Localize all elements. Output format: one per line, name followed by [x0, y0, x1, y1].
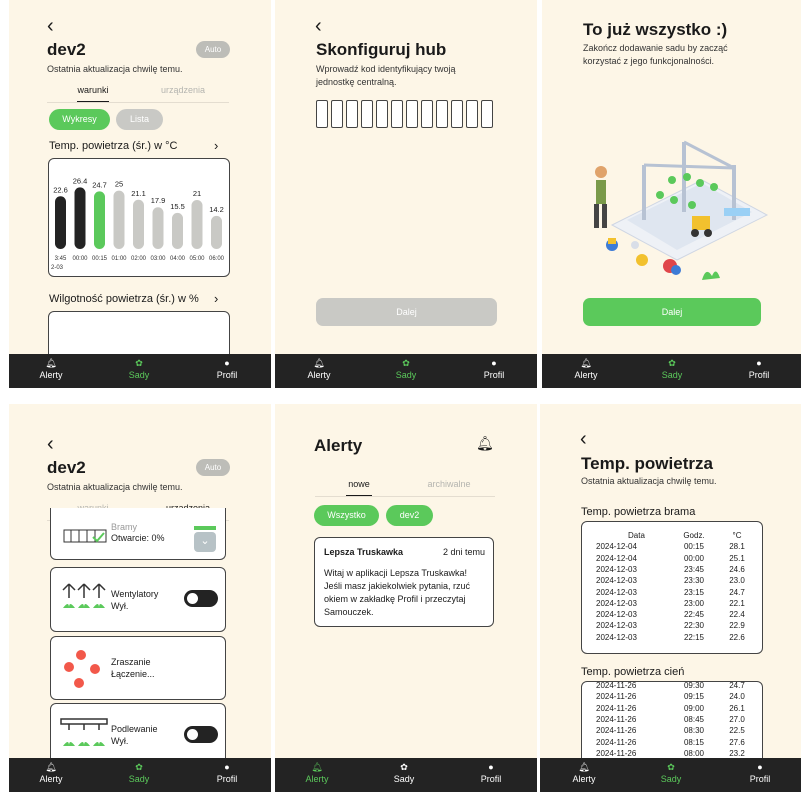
sprinkling-status: Łączenie... [111, 669, 155, 679]
table-cell: 2024-11-26 [596, 737, 637, 747]
nav-orchards-label: Sady [128, 774, 150, 784]
person-icon: ● [224, 358, 230, 368]
tabs [47, 83, 229, 103]
table-cell: 2024-11-26 [596, 703, 637, 713]
table-cell: 27.0 [729, 714, 745, 724]
table1-title: Temp. powietrza brama [581, 506, 696, 518]
temp-tick-label: 01:00 [111, 256, 127, 262]
nav-alerts-label: Alerty [307, 370, 331, 380]
temp-tick-label: 2-03 [51, 265, 64, 271]
screen-alerts [275, 404, 537, 792]
table-cell: 22:30 [683, 621, 705, 631]
temp-tick-label: 06:00 [208, 256, 225, 262]
code-digit-box[interactable] [466, 100, 478, 128]
code-digit-box[interactable] [376, 100, 388, 128]
code-digit-box[interactable] [331, 100, 343, 128]
temp-bar-label: 22.6 [53, 185, 68, 195]
table-cell: 22.4 [729, 610, 745, 620]
page-title: To już wszystko :) [583, 20, 728, 39]
nav-profile-label: Profil [216, 370, 238, 380]
bell-icon[interactable]: 🔔︎ [476, 435, 494, 451]
screen-conditions-charts [9, 0, 271, 388]
temp-tick-label: 3:45 [54, 256, 67, 262]
temp-bar [153, 207, 164, 249]
nav-alerts[interactable] [287, 762, 347, 784]
code-digit-box[interactable] [421, 100, 433, 128]
table-cell: 2024-12-04 [596, 553, 637, 563]
table-cell: 22.6 [729, 632, 745, 642]
page-title: Temp. powietrza [581, 454, 713, 473]
fans-name: Wentylatory [111, 589, 159, 599]
table-cell: 09:15 [683, 692, 705, 702]
bottom-nav [9, 758, 271, 792]
table-header-cell: Godz. [683, 531, 705, 540]
device-row-sprinkling[interactable] [50, 636, 226, 700]
person-icon: ● [756, 358, 762, 368]
nav-profile-label: Profil [483, 370, 505, 380]
page-title: dev2 [47, 458, 86, 477]
table-cell: 09:00 [683, 703, 705, 713]
tab-conditions[interactable]: warunki [77, 83, 109, 103]
nav-profile[interactable] [730, 762, 790, 784]
temp-bar [172, 213, 183, 249]
nav-profile[interactable] [197, 762, 257, 784]
fans-status: Wył. [111, 601, 129, 611]
temp-bar-label: 21 [192, 189, 202, 198]
alert-line: Jeśli masz jakiekolwiek pytania, rzuć [324, 581, 471, 591]
tab-archived[interactable]: archiwalne [427, 479, 471, 489]
screen-setup-complete [542, 0, 801, 388]
code-digit-box[interactable] [361, 100, 373, 128]
temp-tick-label: 00:00 [72, 256, 88, 262]
tab-devices[interactable]: urządzenia [160, 85, 206, 95]
nav-orchards[interactable] [109, 358, 169, 380]
alert-line: Samouczek. [324, 607, 374, 617]
sprout-icon: ✿ [668, 358, 676, 368]
nav-alerts[interactable] [289, 358, 349, 380]
code-digit-box[interactable] [436, 100, 448, 128]
nav-profile-label: Profil [216, 774, 238, 784]
next-button[interactable]: Dalej [316, 298, 497, 326]
nav-orchards-label: Sady [128, 370, 150, 380]
last-update-text: Ostatnia aktualizacja chwilę temu. [581, 476, 717, 486]
temp-bar [192, 200, 203, 249]
temp-bar-label: 15.5 [170, 201, 185, 211]
filter-all-pill[interactable]: Wszystko [314, 505, 379, 526]
table-cell: 22:15 [683, 632, 705, 642]
temp-bar [133, 200, 144, 249]
nav-orchards[interactable] [109, 762, 169, 784]
table-cell: 24.0 [729, 692, 745, 702]
page-title: Alerty [314, 436, 363, 455]
alert-line: Witaj w aplikacji Lepsza Truskawka! [324, 568, 468, 578]
code-digit-box[interactable] [316, 100, 328, 128]
bell-icon: 🔔︎ [578, 762, 590, 772]
description-line1: Wprowadź kod identyfikujący twoją [316, 64, 456, 74]
table-cell: 22:45 [683, 610, 705, 620]
code-digit-box[interactable] [406, 100, 418, 128]
table-cell: 2024-12-03 [596, 598, 637, 608]
table-cell: 26.1 [729, 703, 745, 713]
description-line2: korzystać z jego funkcjonalności. [583, 56, 715, 66]
table-cell: 08:45 [683, 714, 705, 724]
nav-alerts-label: Alerty [39, 370, 63, 380]
nav-orchards[interactable] [374, 762, 434, 784]
table-cell: 24.7 [729, 681, 745, 690]
table-cell: 27.6 [729, 737, 745, 747]
table-cell: 23:00 [683, 598, 705, 608]
tabs [315, 477, 495, 497]
gate-icon [63, 528, 107, 544]
chart2-title: Wilgotność powietrza (śr.) w % [49, 293, 199, 305]
screen-temperature-list [540, 404, 801, 792]
bell-icon: 🔔︎ [580, 358, 592, 368]
table-cell: 2024-11-26 [596, 681, 637, 690]
table-cell: 08:30 [683, 726, 705, 736]
table-cell: 2024-12-04 [596, 542, 637, 552]
device-row-fans[interactable] [50, 567, 226, 632]
table-cell: 2024-12-03 [596, 621, 637, 631]
nav-profile[interactable] [729, 358, 789, 380]
table-header-cell: °C [732, 531, 742, 540]
nav-orchards-label: Sady [395, 370, 417, 380]
alert-time: 2 dni temu [442, 547, 485, 557]
person-icon: ● [488, 762, 494, 772]
temperature-chart-card[interactable] [48, 158, 230, 277]
watering-status: Wył. [111, 736, 129, 746]
chevron-down-icon[interactable]: ⌄ [194, 532, 216, 552]
nav-alerts[interactable] [21, 762, 81, 784]
temp-bar-label: 26.4 [72, 176, 88, 186]
table-cell: 2024-11-26 [596, 714, 637, 724]
bell-icon: 🔔︎ [45, 358, 57, 368]
description-line1: Zakończ dodawanie sadu by zacząć [583, 43, 728, 53]
temp-bar [94, 191, 105, 249]
chart1-title: Temp. powietrza (śr.) w °C [49, 140, 178, 152]
table-cell: 2024-12-03 [596, 610, 637, 620]
nav-alerts[interactable] [21, 358, 81, 380]
nav-alerts-label: Alerty [574, 370, 598, 380]
temp-tick-label: 04:00 [169, 256, 186, 262]
back-arrow-icon[interactable]: ‹ [580, 428, 587, 450]
page-title: Skonfiguruj hub [316, 40, 447, 59]
back-arrow-icon[interactable]: ‹ [315, 15, 322, 37]
table-cell: 2024-12-03 [596, 587, 637, 597]
table-cell: 2024-12-03 [596, 576, 637, 586]
temp-bar-label: 21.1 [131, 188, 146, 198]
nav-alerts[interactable] [554, 762, 614, 784]
table-cell: 22.5 [729, 726, 745, 736]
chevron-right-icon[interactable]: › [214, 138, 219, 153]
code-digit-box[interactable] [451, 100, 463, 128]
nav-profile[interactable] [461, 762, 521, 784]
code-digit-box[interactable] [481, 100, 493, 128]
fan-icon [59, 580, 109, 618]
table-cell: 25.1 [729, 553, 745, 563]
person-icon: ● [491, 358, 497, 368]
back-arrow-icon[interactable]: ‹ [47, 433, 54, 455]
table-header-cell: Data [628, 531, 645, 540]
temp-tick-label: 03:00 [150, 256, 166, 262]
table-cell: 22.1 [729, 598, 745, 608]
table-cell: 09:30 [683, 681, 705, 690]
code-digit-box[interactable] [346, 100, 358, 128]
table-cell: 08:15 [683, 737, 705, 747]
temp-bar-label: 24.7 [92, 180, 107, 190]
temp-bar-label: 14.2 [209, 204, 224, 214]
alert-title: Lepsza Truskawka [324, 547, 404, 557]
greenhouse-illustration [582, 120, 772, 290]
sprinkling-name: Zraszanie [111, 657, 151, 667]
table-cell: 2024-12-03 [596, 632, 637, 642]
page-title: dev2 [47, 40, 86, 59]
table2-title: Temp. powietrza cień [581, 666, 685, 678]
watering-name: Podlewanie [111, 724, 158, 734]
sprout-icon: ✿ [402, 358, 410, 368]
nav-orchards-label: Sady [661, 370, 683, 380]
temp-bar [75, 187, 86, 249]
gate-name: Bramy [111, 522, 138, 532]
irrigation-icon [59, 716, 109, 754]
table-cell: 23.0 [729, 576, 745, 586]
table-cell: 2024-12-03 [596, 564, 637, 574]
nav-profile[interactable] [464, 358, 524, 380]
nav-alerts-label: Alerty [572, 774, 596, 784]
table-cell: 2024-11-26 [596, 726, 637, 736]
nav-profile-label: Profil [748, 370, 770, 380]
table-cell: 00:00 [683, 553, 705, 563]
next-button[interactable]: Dalej [583, 298, 761, 326]
sprout-icon: ✿ [400, 762, 408, 772]
temperature-chart [49, 159, 230, 277]
nav-alerts-label: Alerty [39, 774, 63, 784]
tab-divider [315, 496, 495, 497]
table-cell: 28.1 [729, 542, 745, 552]
screen-configure-hub [275, 0, 537, 388]
last-update-text: Ostatnia aktualizacja chwilę temu. [47, 482, 183, 492]
nav-profile-label: Profil [480, 774, 502, 784]
temp-bar-label: 17.9 [150, 196, 166, 206]
bottom-nav [275, 758, 537, 792]
nav-orchards-label: Sady [660, 774, 682, 784]
bell-icon: 🔔︎ [311, 762, 323, 772]
person-icon: ● [757, 762, 763, 772]
nav-orchards[interactable] [376, 358, 436, 380]
alert-line: okiem w zakładkę Profil i przeczytaj [324, 594, 466, 604]
chevron-right-icon[interactable]: › [214, 291, 219, 306]
bottom-nav [542, 354, 801, 388]
tab-new[interactable]: nowe [346, 477, 372, 497]
alert-card[interactable] [314, 537, 494, 627]
auto-badge[interactable]: Auto [196, 459, 230, 476]
temp-bar [211, 216, 222, 249]
temp-bar [55, 196, 66, 249]
description-line2: jednostkę centralną. [316, 77, 397, 87]
table1-card[interactable] [581, 521, 763, 654]
nav-orchards[interactable] [642, 358, 702, 380]
bell-icon: 🔔︎ [45, 762, 57, 772]
tab-divider [47, 102, 229, 103]
table-cell: 22.9 [729, 621, 745, 631]
table-cell: 24.7 [729, 587, 745, 597]
temp-tick-label: 02:00 [130, 256, 147, 262]
filter-dev2-pill[interactable]: dev2 [386, 505, 433, 526]
table-cell: 24.6 [729, 564, 745, 574]
temp-bar-label: 25 [114, 179, 124, 189]
water-drops-icon [61, 649, 105, 689]
code-digit-box[interactable] [391, 100, 403, 128]
table-cell: 23:30 [683, 576, 705, 586]
table-cell: 2024-11-26 [596, 748, 637, 758]
nav-orchards[interactable] [641, 762, 701, 784]
alert-body [324, 567, 470, 619]
bottom-nav [275, 354, 537, 388]
table-cell: 2024-11-26 [596, 692, 637, 702]
screen-devices [9, 404, 271, 792]
nav-profile[interactable] [197, 358, 257, 380]
temp-tick-label: 00:15 [91, 256, 108, 262]
sprout-icon: ✿ [135, 762, 143, 772]
back-arrow-icon[interactable]: ‹ [47, 15, 54, 37]
charts-pill[interactable]: Wykresy [49, 109, 110, 130]
list-pill[interactable]: Lista [116, 109, 163, 130]
watering-toggle[interactable] [184, 726, 218, 743]
device-row-gates[interactable] [50, 508, 226, 560]
bell-icon: 🔔︎ [313, 358, 325, 368]
nav-alerts[interactable] [556, 358, 616, 380]
auto-badge[interactable]: Auto [196, 41, 230, 58]
table-cell: 23.2 [729, 748, 745, 758]
nav-orchards-label: Sady [393, 774, 415, 784]
sprout-icon: ✿ [667, 762, 675, 772]
nav-profile-label: Profil [749, 774, 771, 784]
temp-bar [114, 191, 125, 249]
nav-alerts-label: Alerty [305, 774, 329, 784]
sprout-icon: ✿ [135, 358, 143, 368]
person-icon: ● [224, 762, 230, 772]
table-cell: 08:00 [683, 748, 705, 758]
fans-toggle[interactable] [184, 590, 218, 607]
bottom-nav [9, 354, 271, 388]
gate-status: Otwarcie: 0% [111, 533, 165, 543]
gate-level-bar [194, 526, 216, 530]
table-cell: 23:45 [683, 564, 705, 574]
last-update-text: Ostatnia aktualizacja chwilę temu. [47, 64, 183, 74]
temp-tick-label: 05:00 [189, 256, 205, 262]
bottom-nav [540, 758, 801, 792]
table-cell: 00:15 [683, 542, 705, 552]
table-cell: 23:15 [683, 587, 705, 597]
